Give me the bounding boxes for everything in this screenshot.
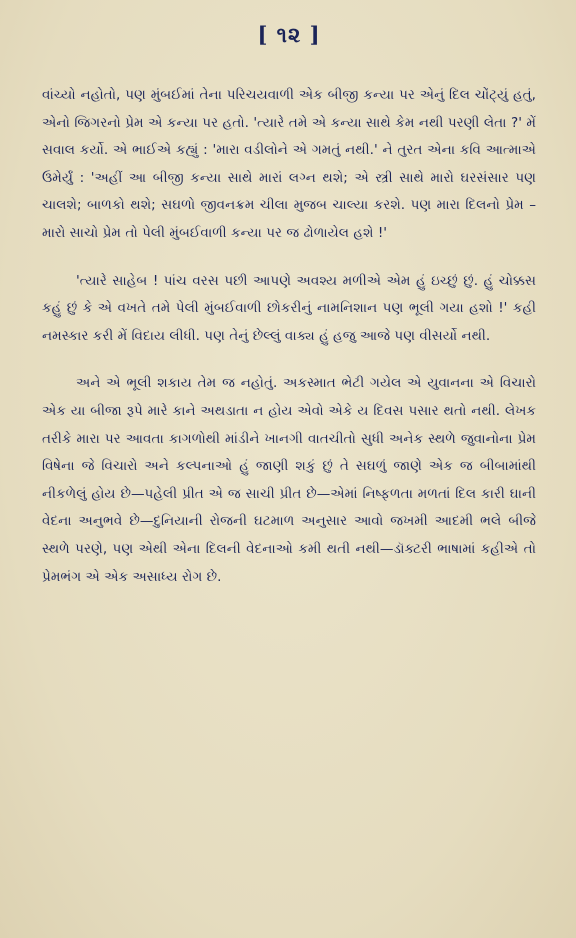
paragraph-2: 'ત્યારે સાહેબ ! પાંચ વરસ પછી આપણે અવશ્ય મળીએ એમ હું ઇચ્છું છું. હું ચોક્કસ કહું છું કે એ વખતે તમે પેલી મુંબઈવાળી છોકરીનું નામનિશાન પણ ભૂલી ગયા હશો !' કહી નમસ્કાર કરી મેં વિદાય લીધી. પણ તેનું છેલ્લું વાક્ય હું હજુ આજે પણ વીસર્યો નથી. — [42, 272, 536, 344]
paragraph-1: વાંચ્યો નહોતો, પણ મુંબઈમાં તેના પરિચયવાળી એક બીજી કન્યા પર એનું દિલ ચોંટ્યું હતું, એનો જિગરનો પ્રેમ એ કન્યા પર હતો. 'ત્યારે તમે એ કન્યા સાથે કેમ નથી પરણી લેતા ?' મેં સવાલ કર્યો. એ ભાઈએ કહ્યું : 'મારા વડીલોને એ ગમતું નથી.' ને તુરત એના કવિ આત્માએ ઉમેર્યું : 'અહીં આ બીજી કન્યા સાથે મારાં લગ્ન થશે; એ સ્ત્રી સાથે મારો ઘરસંસાર પણ ચાલશે; બાળકો થશે; સઘળો જીવનક્રમ ચીલા મુજબ ચાલ્યા કરશે. પણ મારા દિલનો પ્રેમ – મારો સાચો પ્રેમ તો પેલી મુંબઈવાળી કન્યા પર જ ઢોળાયેલ હશે !' — [42, 87, 536, 241]
page-number: [ ૧૨ ] — [257, 22, 321, 47]
paragraph-3: અને એ ભૂલી શકાય તેમ જ નહોતું. અકસ્માત ભેટી ગયેલ એ યુવાનના એ વિચારો એક યા બીજા રૂપે મારે કાને અથડાતા ન હોય એવો એકે ય દિવસ પસાર થતો નથી. લેખક તરીકે મારા પર આવતા કાગળોથી માંડીને ખાનગી વાતચીતો સુધી અનેક સ્થળે જુવાનોના પ્રેમ વિષેના જે વિચારો અને કલ્પનાઓ હું જાણી શકું છું તે સઘળું જાણે એક જ બીબામાંથી નીકળેલું હોય છે—પહેલી પ્રીત એ જ સાચી પ્રીત છે—એમાં નિષ્ફળતા મળતાં દિલ કારી ઘાની વેદના અનુભવે છે—દુનિયાની રોજની ઘટમાળ અનુસાર આવો જખમી આદમી ભલે બીજે સ્થળે પરણે, પણ એથી એના દિલની વેદનાઓ કમી થતી નથી—ડૉક્ટરી ભાષામાં કહીએ તો પ્રેમભંગ એ એક અસાધ્ય રોગ છે. — [42, 375, 536, 585]
